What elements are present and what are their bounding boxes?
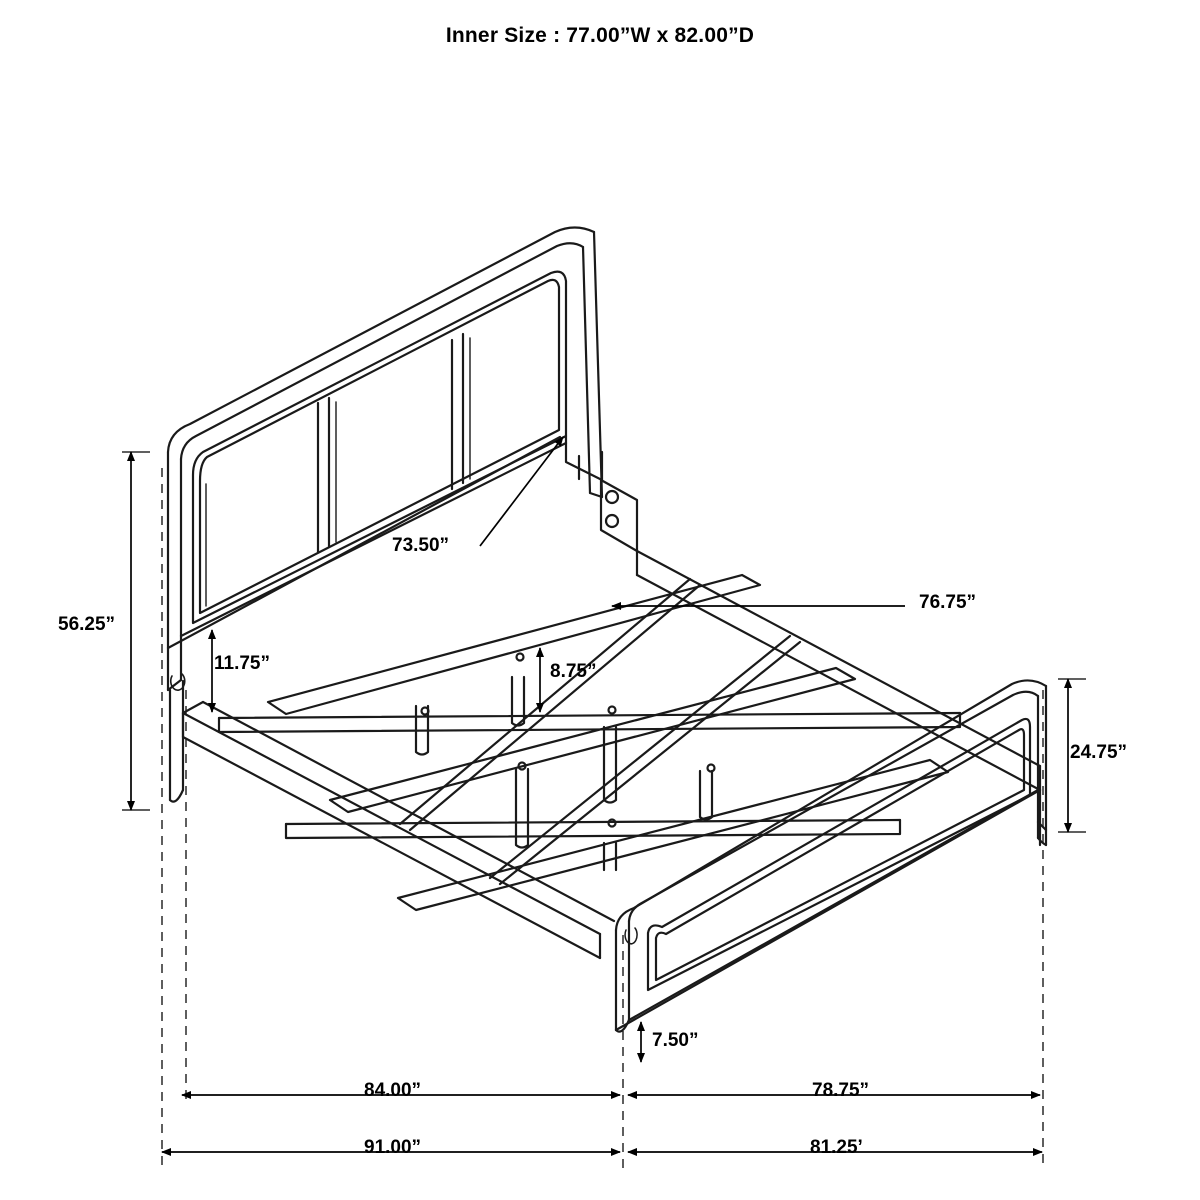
dimension-overall-width-bottom: 81.25’ [810, 1137, 863, 1158]
dimension-side-rail-inner: 76.75” [919, 592, 977, 613]
page-title: Inner Size : 77.00”W x 82.00”D [445, 24, 755, 47]
dimension-deck-clearance: 11.75” [214, 653, 270, 674]
dimension-slat-height: 8.75” [550, 661, 597, 682]
dimension-overall-depth-top: 84.00” [364, 1080, 422, 1101]
dimension-overall-width-top: 78.75” [812, 1080, 870, 1101]
dimension-footboard-clearance: 7.50” [652, 1030, 699, 1051]
dimension-headboard-height: 56.25” [58, 614, 116, 635]
dimension-headboard-panel-width: 73.50” [392, 535, 450, 556]
dimension-overall-depth-bottom: 91.00” [364, 1137, 422, 1158]
dimension-footboard-height: 24.75” [1070, 742, 1128, 763]
